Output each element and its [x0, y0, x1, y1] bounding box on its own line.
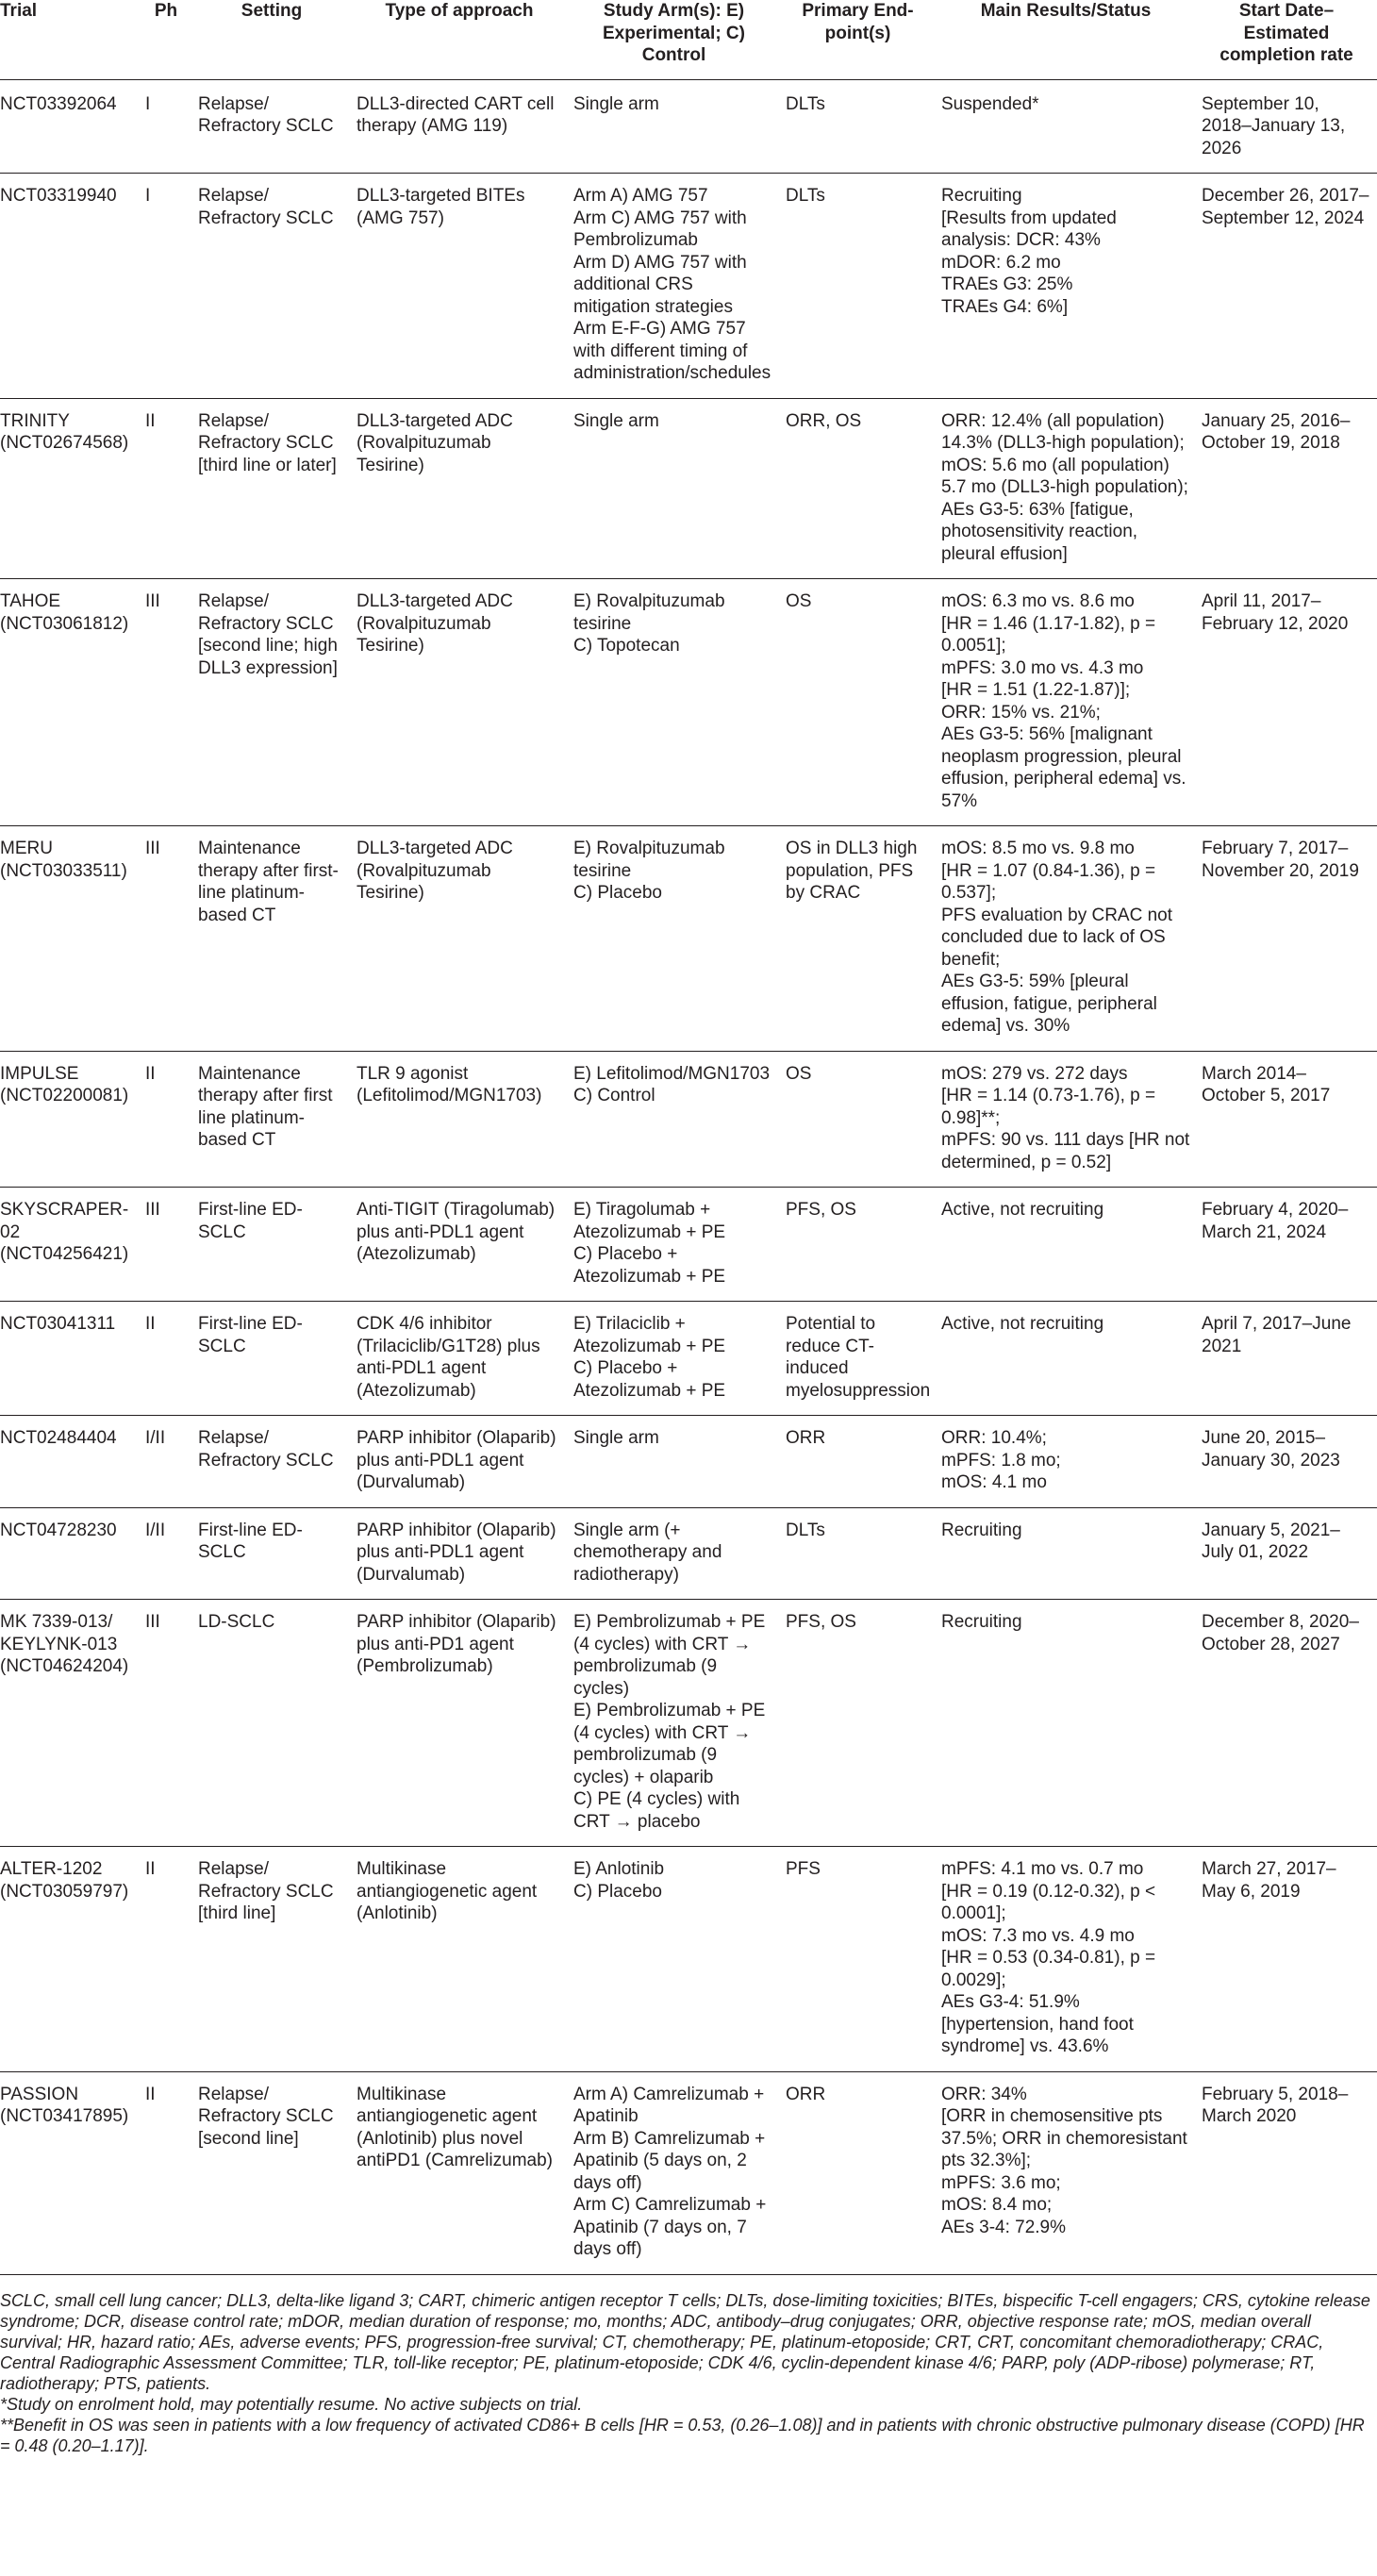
setting-cell: Relapse/ Refractory SCLC — [192, 79, 351, 174]
trial-cell: NCT03319940 — [0, 174, 140, 399]
approach-cell: DLL3-targeted ADC (Rovalpituzumab Tesirine) — [351, 398, 568, 579]
setting-cell: Maintenance therapy after first-line platinum-based CT — [192, 826, 351, 1052]
header-start-date: Start Date–Estimated completion rate — [1196, 0, 1377, 79]
double-asterisk-footnote: **Benefit in OS was seen in patients with a low frequency of activated CD86+ B cells [HR = 0.53, (0.26–1.08)] and in patients with chronic obstructive pulmonary disease (COPD) [HR = 0.48 (0.20–1.17)]. — [0, 2415, 1365, 2455]
study-arms-cell: Arm A) Camrelizumab + Apatinib Arm B) Camrelizumab + Apatinib (5 days on, 2 days off) Arm C) Camrelizumab + Apatinib (7 days on, 7 days off) — [568, 2071, 780, 2274]
setting-cell: Relapse/ Refractory SCLC — [192, 1416, 351, 1508]
results-cell: Recruiting — [936, 1600, 1196, 1847]
table-row — [0, 579, 1377, 826]
setting-cell: Relapse/ Refractory SCLC [third line] — [192, 1847, 351, 2072]
endpoints-cell: PFS, OS — [780, 1188, 936, 1302]
results-cell: mOS: 8.5 mo vs. 9.8 mo [HR = 1.07 (0.84-1.36), p = 0.537]; PFS evaluation by CRAC not concluded due to lack of OS benefit; AEs G3-5: 59% [pleural effusion, fatigue, peripheral edema] vs. 30% — [936, 826, 1196, 1052]
setting-cell: First-line ED-SCLC — [192, 1188, 351, 1302]
dates-cell: January 25, 2016–October 19, 2018 — [1196, 398, 1377, 579]
dates-cell: February 5, 2018– March 2020 — [1196, 2071, 1377, 2274]
table-body — [0, 79, 1377, 2274]
approach-cell: DLL3-targeted ADC (Rovalpituzumab Tesirine) — [351, 826, 568, 1052]
table-row — [0, 1051, 1377, 1188]
endpoints-cell: ORR — [780, 2071, 936, 2274]
study-arms-cell: Single arm — [568, 398, 780, 579]
study-arms-cell: E) Rovalpituzumab tesirine C) Topotecan — [568, 579, 780, 826]
trial-cell: ALTER-1202 (NCT03059797) — [0, 1847, 140, 2072]
trial-cell: SKYSCRAPER-02 (NCT04256421) — [0, 1188, 140, 1302]
endpoints-cell: DLTs — [780, 79, 936, 174]
dates-cell: March 2014– October 5, 2017 — [1196, 1051, 1377, 1188]
approach-cell: PARP inhibitor (Olaparib) plus anti-PDL1 agent (Durvalumab) — [351, 1507, 568, 1600]
dates-cell: June 20, 2015– January 30, 2023 — [1196, 1416, 1377, 1508]
approach-cell: TLR 9 agonist (Lefitolimod/MGN1703) — [351, 1051, 568, 1188]
trial-cell: TRINITY (NCT02674568) — [0, 398, 140, 579]
results-cell: Recruiting [Results from updated analysis: DCR: 43% mDOR: 6.2 mo TRAEs G3: 25% TRAEs G4: 6%] — [936, 174, 1196, 399]
phase-cell: III — [140, 579, 192, 826]
results-cell: Recruiting — [936, 1507, 1196, 1600]
header-phase: Ph — [140, 0, 192, 79]
endpoints-cell: OS — [780, 1051, 936, 1188]
table-row — [0, 826, 1377, 1052]
study-arms-cell: Single arm (+ chemotherapy and radiotherapy) — [568, 1507, 780, 1600]
header-trial: Trial — [0, 0, 140, 79]
endpoints-cell: PFS — [780, 1847, 936, 2072]
dates-cell: January 5, 2021– July 01, 2022 — [1196, 1507, 1377, 1600]
table-row — [0, 2071, 1377, 2274]
endpoints-cell: OS — [780, 579, 936, 826]
dates-cell: September 10, 2018–January 13, 2026 — [1196, 79, 1377, 174]
trial-cell: TAHOE (NCT03061812) — [0, 579, 140, 826]
results-cell: Active, not recruiting — [936, 1302, 1196, 1416]
trial-cell: PASSION (NCT03417895) — [0, 2071, 140, 2274]
study-arms-cell: E) Pembrolizumab + PE (4 cycles) with CRT → pembrolizumab (9 cycles) E) Pembrolizumab + PE (4 cycles) with CRT → pembrolizumab (9 cycles) + olaparib C) PE (4 cycles) with CRT → placebo — [568, 1600, 780, 1847]
approach-cell: Multikinase antiangiogenetic agent (Anlotinib) — [351, 1847, 568, 2072]
study-arms-cell: E) Rovalpituzumab tesirine C) Placebo — [568, 826, 780, 1052]
dates-cell: December 8, 2020–October 28, 2027 — [1196, 1600, 1377, 1847]
trial-cell: MERU (NCT03033511) — [0, 826, 140, 1052]
phase-cell: II — [140, 398, 192, 579]
trial-cell: MK 7339-013/ KEYLYNK-013 (NCT04624204) — [0, 1600, 140, 1847]
endpoints-cell: ORR — [780, 1416, 936, 1508]
header-approach: Type of approach — [351, 0, 568, 79]
approach-cell: PARP inhibitor (Olaparib) plus anti-PDL1 agent (Durvalumab) — [351, 1416, 568, 1508]
endpoints-cell: DLTs — [780, 1507, 936, 1600]
approach-cell: CDK 4/6 inhibitor (Trilaciclib/G1T28) plus anti-PDL1 agent (Atezolizumab) — [351, 1302, 568, 1416]
results-cell: mOS: 6.3 mo vs. 8.6 mo [HR = 1.46 (1.17-1.82), p = 0.0051]; mPFS: 3.0 mo vs. 4.3 mo [HR = 1.51 (1.22-1.87)]; ORR: 15% vs. 21%; AEs G3-5: 56% [malignant neoplasm progression, pleural effusion, peripheral edema] vs. 57% — [936, 579, 1196, 826]
phase-cell: II — [140, 1051, 192, 1188]
results-cell: Active, not recruiting — [936, 1188, 1196, 1302]
phase-cell: I — [140, 174, 192, 399]
setting-cell: First-line ED-SCLC — [192, 1507, 351, 1600]
trial-cell: NCT02484404 — [0, 1416, 140, 1508]
table-footnotes — [0, 2275, 1377, 2456]
results-cell: ORR: 12.4% (all population) 14.3% (DLL3-high population); mOS: 5.6 mo (all population) 5.7 mo (DLL3-high population); AEs G3-5: 63% [fatigue, photosensitivity reaction, pleural effusion] — [936, 398, 1196, 579]
header-primary-endpoints: Primary End-point(s) — [780, 0, 936, 79]
phase-cell: II — [140, 1302, 192, 1416]
endpoints-cell: ORR, OS — [780, 398, 936, 579]
approach-cell: Anti-TIGIT (Tiragolumab) plus anti-PDL1 agent (Atezolizumab) — [351, 1188, 568, 1302]
endpoints-cell: Potential to reduce CT-induced myelosuppression — [780, 1302, 936, 1416]
header-study-arms: Study Arm(s): E) Experimental; C) Control — [568, 0, 780, 79]
phase-cell: I/II — [140, 1416, 192, 1508]
approach-cell: Multikinase antiangiogenetic agent (Anlotinib) plus novel antiPD1 (Camrelizumab) — [351, 2071, 568, 2274]
trial-cell: NCT03392064 — [0, 79, 140, 174]
study-arms-cell: E) Anlotinib C) Placebo — [568, 1847, 780, 2072]
setting-cell: LD-SCLC — [192, 1600, 351, 1847]
approach-cell: DLL3-directed CART cell therapy (AMG 119) — [351, 79, 568, 174]
dates-cell: December 26, 2017–September 12, 2024 — [1196, 174, 1377, 399]
endpoints-cell: DLTs — [780, 174, 936, 399]
results-cell: Suspended* — [936, 79, 1196, 174]
setting-cell: Relapse/ Refractory SCLC — [192, 174, 351, 399]
dates-cell: February 4, 2020– March 21, 2024 — [1196, 1188, 1377, 1302]
results-cell: mPFS: 4.1 mo vs. 0.7 mo [HR = 0.19 (0.12-0.32), p < 0.0001]; mOS: 7.3 mo vs. 4.9 mo [HR = 0.53 (0.34-0.81), p = 0.0029]; AEs G3-4: 51.9% [hypertension, hand foot syndrome] vs. 43.6% — [936, 1847, 1196, 2072]
table-row — [0, 174, 1377, 399]
setting-cell: Relapse/ Refractory SCLC [third line or later] — [192, 398, 351, 579]
phase-cell: III — [140, 1600, 192, 1847]
results-cell: ORR: 34% [ORR in chemosensitive pts 37.5%; ORR in chemoresistant pts 32.3%]; mPFS: 3.6 mo; mOS: 8.4 mo; AEs 3-4: 72.9% — [936, 2071, 1196, 2274]
table-row — [0, 1302, 1377, 1416]
phase-cell: II — [140, 2071, 192, 2274]
phase-cell: III — [140, 1188, 192, 1302]
table-row — [0, 1847, 1377, 2072]
dates-cell: February 7, 2017– November 20, 2019 — [1196, 826, 1377, 1052]
study-arms-cell: E) Lefitolimod/MGN1703 C) Control — [568, 1051, 780, 1188]
table-row — [0, 1600, 1377, 1847]
table-row — [0, 79, 1377, 174]
header-main-results: Main Results/Status — [936, 0, 1196, 79]
header-row — [0, 0, 1377, 79]
single-asterisk-footnote: *Study on enrolment hold, may potentially resume. No active subjects on trial. — [0, 2394, 583, 2414]
table-header — [0, 0, 1377, 79]
setting-cell: Maintenance therapy after first line platinum-based CT — [192, 1051, 351, 1188]
study-arms-cell: E) Tiragolumab + Atezolizumab + PE C) Placebo + Atezolizumab + PE — [568, 1188, 780, 1302]
dates-cell: April 11, 2017– February 12, 2020 — [1196, 579, 1377, 826]
phase-cell: I — [140, 79, 192, 174]
table-row — [0, 398, 1377, 579]
phase-cell: I/II — [140, 1507, 192, 1600]
study-arms-cell: Single arm — [568, 79, 780, 174]
trial-cell: NCT04728230 — [0, 1507, 140, 1600]
results-cell: ORR: 10.4%; mPFS: 1.8 mo; mOS: 4.1 mo — [936, 1416, 1196, 1508]
endpoints-cell: OS in DLL3 high population, PFS by CRAC — [780, 826, 936, 1052]
table-row — [0, 1188, 1377, 1302]
trial-cell: NCT03041311 — [0, 1302, 140, 1416]
phase-cell: III — [140, 826, 192, 1052]
dates-cell: April 7, 2017–June 2021 — [1196, 1302, 1377, 1416]
setting-cell: Relapse/ Refractory SCLC [second line; high DLL3 expression] — [192, 579, 351, 826]
study-arms-cell: Single arm — [568, 1416, 780, 1508]
dates-cell: March 27, 2017– May 6, 2019 — [1196, 1847, 1377, 2072]
approach-cell: DLL3-targeted BITEs (AMG 757) — [351, 174, 568, 399]
phase-cell: II — [140, 1847, 192, 2072]
abbreviations-footnote: SCLC, small cell lung cancer; DLL3, delta-like ligand 3; CART, chimeric antigen receptor T cells; DLTs, dose-limiting toxicities; BITEs, bispecific T-cell engagers; CRS, cytokine release syndrome; DCR, disease control rate; mDOR, median duration of response; mo, months; ADC, antibody–drug conjugates; ORR, objective response rate; mOS, median overall survival; HR, hazard ratio; AEs, adverse events; PFS, progression-free survival; CT, chemotherapy; PE, platinum-etoposide; CRT, CRT, concomitant chemoradiotherapy; CRAC, Central Radiographic Assessment Committee; TLR, toll-like receptor; PE, platinum-etoposide; CDK 4/6, cyclin-dependent kinase 4/6; PARP, poly (ADP-ribose) polymerase; RT, radiotherapy; PTS, patients. — [0, 2290, 1370, 2393]
table-row — [0, 1416, 1377, 1508]
study-arms-cell: Arm A) AMG 757 Arm C) AMG 757 with Pembrolizumab Arm D) AMG 757 with additional CRS mitigation strategies Arm E-F-G) AMG 757 with different timing of administration/schedules — [568, 174, 780, 399]
table-row — [0, 1507, 1377, 1600]
trial-cell: IMPULSE (NCT02200081) — [0, 1051, 140, 1188]
study-arms-cell: E) Trilaciclib + Atezolizumab + PE C) Placebo + Atezolizumab + PE — [568, 1302, 780, 1416]
setting-cell: First-line ED-SCLC — [192, 1302, 351, 1416]
approach-cell: PARP inhibitor (Olaparib) plus anti-PD1 agent (Pembrolizumab) — [351, 1600, 568, 1847]
approach-cell: DLL3-targeted ADC (Rovalpituzumab Tesirine) — [351, 579, 568, 826]
setting-cell: Relapse/ Refractory SCLC [second line] — [192, 2071, 351, 2274]
results-cell: mOS: 279 vs. 272 days [HR = 1.14 (0.73-1.76), p = 0.98]**; mPFS: 90 vs. 111 days [HR not determined, p = 0.52] — [936, 1051, 1196, 1188]
endpoints-cell: PFS, OS — [780, 1600, 936, 1847]
header-setting: Setting — [192, 0, 351, 79]
